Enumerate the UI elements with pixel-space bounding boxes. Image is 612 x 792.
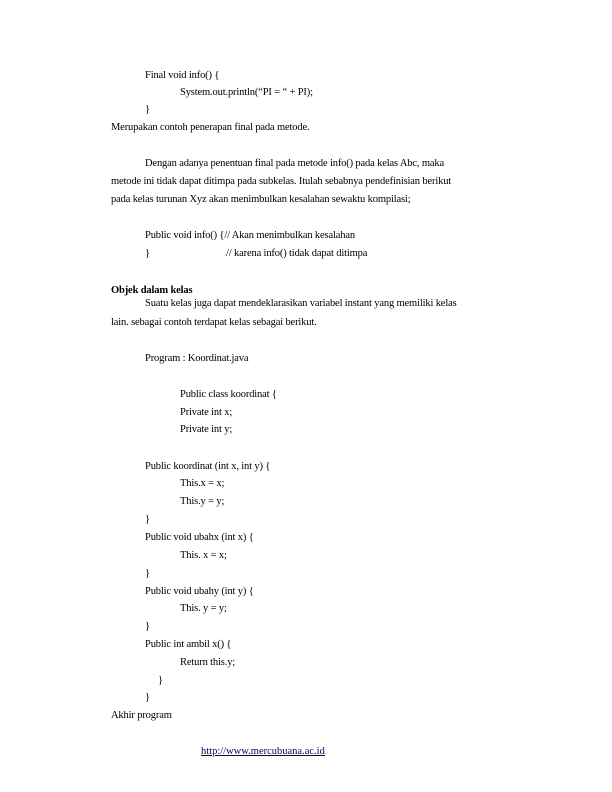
code-line: Public void ubahy (int y) { <box>145 586 254 597</box>
code-line: } <box>158 675 163 686</box>
code-line: Public void ubahx (int x) { <box>145 532 254 543</box>
code-line: Private int x; <box>180 407 233 418</box>
paragraph-line: lain. sebagai contoh terdapat kelas sebagai berikut. <box>111 317 317 328</box>
code-line: Return this.y; <box>180 657 236 668</box>
program-title: Program : Koordinat.java <box>145 353 249 364</box>
code-line: } <box>145 568 150 579</box>
code-comment: // karena info() tidak dapat ditimpa <box>226 248 368 259</box>
code-line: Final void info() { <box>145 70 220 81</box>
code-line: Public koordinat (int x, int y) { <box>145 461 271 472</box>
code-line: } <box>145 248 150 259</box>
paragraph-line: Suatu kelas juga dapat mendeklarasikan variabel instant yang memiliki kelas <box>145 298 457 309</box>
code-line: } <box>145 621 150 632</box>
paragraph-line: Akhir program <box>111 710 172 721</box>
code-line: } <box>145 104 150 115</box>
paragraph-line: pada kelas turunan Xyz akan menimbulkan kesalahan sewaktu kompilasi; <box>111 194 411 205</box>
code-line: } <box>145 514 150 525</box>
section-heading: Objek dalam kelas <box>111 285 193 296</box>
code-line: Public void info() {// Akan menimbulkan kesalahan <box>145 230 355 241</box>
code-line: Public class koordinat { <box>180 389 277 400</box>
code-line: Public int ambil x() { <box>145 639 232 650</box>
code-line: This.y = y; <box>180 496 225 507</box>
paragraph-line: Merupakan contoh penerapan final pada metode. <box>111 122 310 133</box>
footer-link[interactable]: http://www.mercubuana.ac.id <box>201 746 325 757</box>
code-line: Private int y; <box>180 424 233 435</box>
code-line: This. x = x; <box>180 550 227 561</box>
code-line: This.x = x; <box>180 478 225 489</box>
paragraph-line: Dengan adanya penentuan final pada metode info() pada kelas Abc, maka <box>145 158 444 169</box>
code-line: System.out.println(“PI = “ + PI); <box>180 87 313 98</box>
code-line: } <box>145 692 150 703</box>
code-line: This. y = y; <box>180 603 227 614</box>
paragraph-line: metode ini tidak dapat ditimpa pada subkelas. Itulah sebabnya pendefinisian berikut <box>111 176 452 187</box>
